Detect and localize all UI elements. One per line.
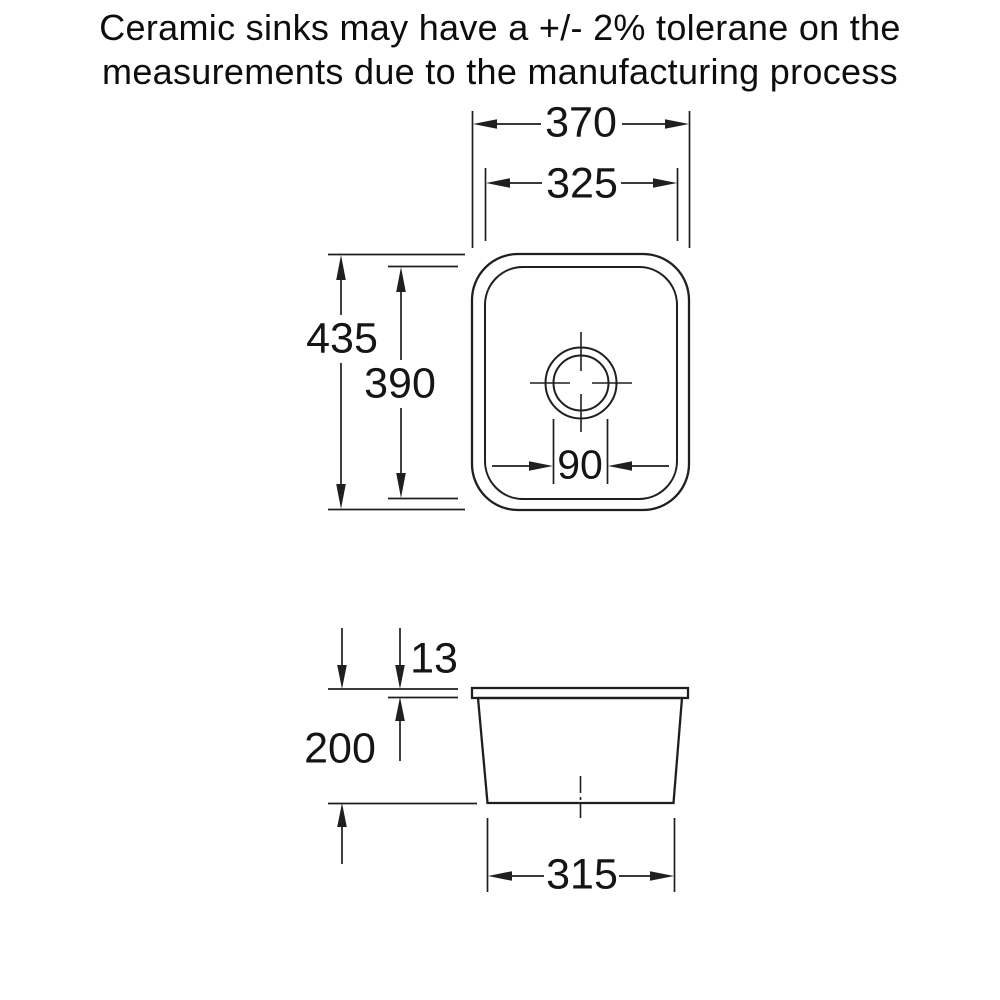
arrowhead-bottom bbox=[396, 473, 406, 498]
arrowhead-top bbox=[396, 267, 406, 292]
dim-label-outer-depth: 435 bbox=[306, 314, 378, 363]
side-view-outline bbox=[472, 688, 688, 818]
tolerance-note-line1: Ceramic sinks may have a +/- 2% tolerane on the bbox=[99, 7, 901, 48]
arrowhead-bottom bbox=[336, 484, 346, 509]
dim-label-base-width: 315 bbox=[546, 850, 618, 899]
arrowhead-right bbox=[653, 178, 677, 188]
drain-symbol bbox=[530, 332, 632, 432]
arrowhead-left bbox=[486, 178, 510, 188]
arrowhead-right bbox=[665, 119, 689, 129]
dim-label-inner-width: 325 bbox=[546, 159, 618, 208]
arrowhead-left bbox=[473, 119, 497, 129]
depth-arrowhead-top bbox=[337, 665, 347, 689]
dim-label-rim-height: 13 bbox=[410, 634, 458, 683]
dim-label-drain: 90 bbox=[557, 441, 603, 488]
rim-arrowhead-bottom bbox=[395, 697, 405, 721]
arrowhead-left bbox=[529, 461, 553, 471]
dim-label-outer-width: 370 bbox=[545, 98, 617, 147]
arrowhead-top bbox=[336, 255, 346, 280]
dim-label-inner-depth: 390 bbox=[364, 359, 436, 408]
arrowhead-left bbox=[488, 871, 512, 881]
rim-arrowhead-top bbox=[395, 665, 405, 689]
side-rim bbox=[472, 688, 688, 698]
depth-arrowhead-bottom bbox=[337, 803, 347, 827]
arrowhead-right bbox=[608, 461, 632, 471]
dim-label-bowl-depth: 200 bbox=[304, 724, 376, 773]
arrowhead-right bbox=[650, 871, 674, 881]
tolerance-note-line2: measurements due to the manufacturing process bbox=[102, 51, 898, 92]
